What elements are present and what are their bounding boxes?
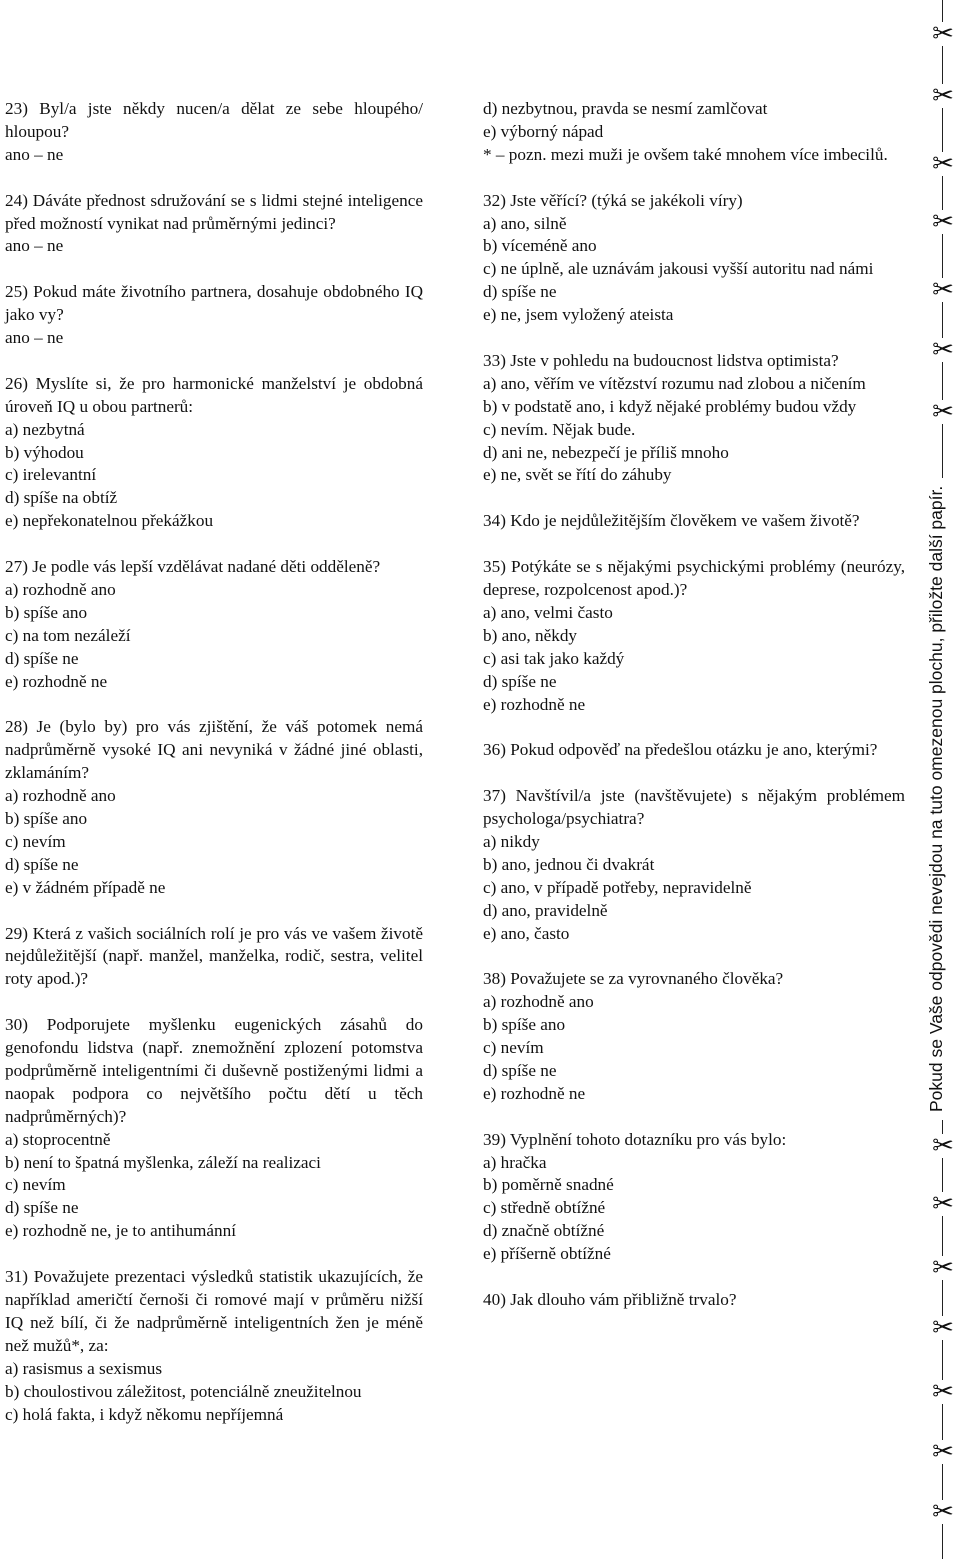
answer-option: c) nevím bbox=[5, 1175, 66, 1195]
answer-option: e) rozhodně ne, je to antihumánní bbox=[5, 1221, 236, 1241]
question-block bbox=[5, 190, 423, 259]
question-block bbox=[483, 739, 905, 762]
question-text: 40) Jak dlouho vám přibližně trvalo? bbox=[483, 1289, 737, 1309]
question-text: 30) Podporujete myšlenku eugenických zásahů do genofondu lidstva (např. znemožnění zplození potomstva podprůměrně inteligentními či duševně postiženými lidmi a naopak podpora co největšího počtu dětí u těch nadprůměrných)? bbox=[5, 1015, 423, 1126]
answer-option: c) na tom nezáleží bbox=[5, 625, 131, 645]
question-block bbox=[5, 373, 423, 533]
scissors-icon: ✂ bbox=[932, 1189, 954, 1219]
question-block bbox=[5, 281, 423, 350]
answer-option: b) není to špatná myšlenka, záleží na realizaci bbox=[5, 1152, 321, 1172]
question-block bbox=[5, 98, 423, 167]
answer-option: ano – ne bbox=[5, 144, 64, 164]
question-text: 26) Myslíte si, že pro harmonické manželství je obdobná úroveň IQ u obou partnerů: bbox=[5, 373, 423, 416]
question-block bbox=[5, 1014, 423, 1243]
question-text: 38) Považujete se za vyrovnaného člověka? bbox=[483, 969, 784, 989]
question-block bbox=[5, 923, 423, 992]
scissors-icon: ✂ bbox=[932, 335, 954, 365]
answer-option: d) nezbytnou, pravda se nesmí zamlčovat bbox=[483, 99, 768, 118]
answer-option: e) rozhodně ne bbox=[483, 694, 586, 714]
answer-option: c) ne úplně, ale uznávám jakousi vyšší autoritu nad námi bbox=[483, 259, 874, 279]
answer-option: c) nevím bbox=[5, 831, 66, 851]
scissors-icon: ✂ bbox=[932, 275, 954, 305]
answer-option: a) hračka bbox=[483, 1152, 547, 1172]
answer-option: e) ne, jsem vyložený ateista bbox=[483, 305, 674, 325]
answer-option: a) nikdy bbox=[483, 831, 540, 851]
answer-option: c) středně obtížné bbox=[483, 1198, 606, 1218]
question-block bbox=[5, 1266, 423, 1426]
answer-option: * – pozn. mezi muži je ovšem také mnohem více imbecilů. bbox=[483, 144, 888, 164]
answer-option: e) příšerně obtížné bbox=[483, 1244, 611, 1264]
question-text: 24) Dáváte přednost sdružování se s lidmi stejné inteligence před možností vynikat nad průměrnými jedinci? bbox=[5, 190, 423, 233]
answer-option: d) spíše ne bbox=[483, 671, 557, 691]
answer-option: e) rozhodně ne bbox=[5, 671, 108, 691]
answer-option: b) spíše ano bbox=[5, 809, 88, 829]
answer-option: d) ani ne, nebezpečí je příliš mnoho bbox=[483, 442, 729, 462]
question-block bbox=[483, 968, 905, 1105]
answer-option: b) ano, někdy bbox=[483, 625, 578, 645]
answer-option: a) ano, silně bbox=[483, 213, 567, 233]
answer-option: d) značně obtížné bbox=[483, 1221, 605, 1241]
answer-option: d) spíše ne bbox=[483, 1060, 557, 1080]
question-block bbox=[483, 350, 905, 487]
answer-option: a) nezbytná bbox=[5, 419, 85, 439]
question-text: 28) Je (bylo by) pro vás zjištění, že váš potomek nemá nadprůměrně vysoké IQ ani nevyniká v žádné jiné oblasti, zklamáním? bbox=[5, 717, 423, 783]
scissors-icon: ✂ bbox=[932, 207, 954, 237]
question-block bbox=[483, 556, 905, 716]
question-text: 31) Považujete prezentaci výsledků statistik ukazujících, že například američtí černoši či romové mají v průměru nižší IQ než bílí, či že nadprůměrně inteligentních žen je méně než mužů*, za: bbox=[5, 1267, 423, 1355]
scissors-icon: ✂ bbox=[932, 1437, 954, 1467]
question-block bbox=[483, 98, 905, 167]
answer-option: c) ano, v případě potřeby, nepravidelně bbox=[483, 877, 752, 897]
answer-option: b) výhodou bbox=[5, 442, 84, 462]
question-text: 34) Kdo je nejdůležitějším člověkem ve vašem životě? bbox=[483, 511, 860, 531]
question-block bbox=[483, 510, 905, 533]
question-block bbox=[483, 190, 905, 327]
answer-option: e) výborný nápad bbox=[483, 121, 604, 141]
answer-option: e) v žádném případě ne bbox=[5, 877, 166, 897]
answer-option: b) v podstatě ano, i když nějaké problémy budou vždy bbox=[483, 396, 857, 416]
answer-option: a) stoprocentně bbox=[5, 1129, 111, 1149]
question-block bbox=[483, 785, 905, 945]
question-text: 37) Navštívil/a jste (navštěvujete) s nějakým problémem psychologa/psychiatra? bbox=[483, 786, 905, 828]
answer-option: c) asi tak jako každý bbox=[483, 648, 625, 668]
cut-line bbox=[905, 0, 960, 1559]
scissors-icon: ✂ bbox=[932, 81, 954, 111]
answer-option: a) ano, velmi často bbox=[483, 602, 613, 622]
answer-option: c) holá fakta, i když někomu nepříjemná bbox=[5, 1404, 284, 1424]
answer-option: d) spíše ne bbox=[5, 648, 79, 668]
scissors-icon: ✂ bbox=[932, 1377, 954, 1407]
scissors-icon: ✂ bbox=[932, 1253, 954, 1283]
answer-option: b) spíše ano bbox=[5, 602, 88, 622]
answer-option: a) rozhodně ano bbox=[5, 786, 116, 806]
question-block bbox=[5, 716, 423, 899]
answer-option: b) spíše ano bbox=[483, 1015, 566, 1035]
answer-option: ano – ne bbox=[5, 236, 64, 256]
scissors-icon: ✂ bbox=[932, 397, 954, 427]
question-text: 33) Jste v pohledu na budoucnost lidstva optimista? bbox=[483, 350, 839, 370]
left-column bbox=[5, 98, 423, 1449]
question-block bbox=[483, 1289, 905, 1312]
question-text: 23) Byl/a jste někdy nucen/a dělat ze sebe hloupého/ hloupou? bbox=[5, 99, 423, 141]
question-block bbox=[483, 1129, 905, 1266]
answer-option: b) víceméně ano bbox=[483, 236, 597, 256]
answer-option: d) spíše na obtíž bbox=[5, 488, 118, 508]
question-block bbox=[5, 556, 423, 693]
answer-option: c) nevím. Nějak bude. bbox=[483, 419, 636, 439]
answer-option: c) nevím bbox=[483, 1038, 544, 1058]
answer-option: b) poměrně snadné bbox=[483, 1175, 614, 1195]
scissors-icon: ✂ bbox=[932, 1313, 954, 1343]
cut-note-text: Pokud se Vaše odpovědi nevejdou na tuto omezenou plochu, přiložte další papír. bbox=[925, 478, 947, 1120]
answer-option: e) ano, často bbox=[483, 923, 570, 943]
right-column bbox=[483, 98, 905, 1335]
answer-option: e) ne, svět se řítí do záhuby bbox=[483, 465, 672, 485]
scissors-icon: ✂ bbox=[932, 149, 954, 179]
answer-option: d) spíše ne bbox=[483, 282, 557, 302]
answer-option: d) spíše ne bbox=[5, 854, 79, 874]
answer-option: a) rozhodně ano bbox=[5, 579, 116, 599]
question-text: 25) Pokud máte životního partnera, dosahuje obdobného IQ jako vy? bbox=[5, 282, 423, 325]
question-text: 32) Jste věřící? (týká se jakékoli víry) bbox=[483, 190, 743, 210]
question-text: 39) Vyplnění tohoto dotazníku pro vás bylo: bbox=[483, 1129, 787, 1149]
question-text: 27) Je podle vás lepší vzdělávat nadané děti odděleně? bbox=[5, 557, 381, 577]
scissors-icon: ✂ bbox=[932, 1497, 954, 1527]
answer-option: b) choulostivou záležitost, potenciálně zneužitelnou bbox=[5, 1381, 362, 1401]
question-text: 35) Potýkáte se s nějakými psychickými problémy (neurózy, deprese, rozpolcenost apod.)? bbox=[483, 557, 905, 599]
answer-option: d) ano, pravidelně bbox=[483, 900, 608, 920]
answer-option: c) irelevantní bbox=[5, 465, 97, 485]
answer-option: a) rasismus a sexismus bbox=[5, 1358, 163, 1378]
answer-option: e) nepřekonatelnou překážkou bbox=[5, 511, 214, 531]
answer-option: ano – ne bbox=[5, 328, 64, 348]
answer-option: d) spíše ne bbox=[5, 1198, 79, 1218]
question-text: 36) Pokud odpověď na předešlou otázku je ano, kterými? bbox=[483, 740, 878, 760]
question-text: 29) Která z vašich sociálních rolí je pro vás ve vašem životě nejdůležitější (např. manžel, manželka, rodič, sestra, velitel roty apod.)? bbox=[5, 923, 423, 989]
answer-option: a) rozhodně ano bbox=[483, 992, 594, 1012]
answer-option: b) ano, jednou či dvakrát bbox=[483, 854, 655, 874]
answer-option: e) rozhodně ne bbox=[483, 1083, 586, 1103]
answer-option: a) ano, věřím ve vítězství rozumu nad zlobou a ničením bbox=[483, 373, 866, 393]
scissors-icon: ✂ bbox=[932, 1131, 954, 1161]
scissors-icon: ✂ bbox=[932, 19, 954, 49]
